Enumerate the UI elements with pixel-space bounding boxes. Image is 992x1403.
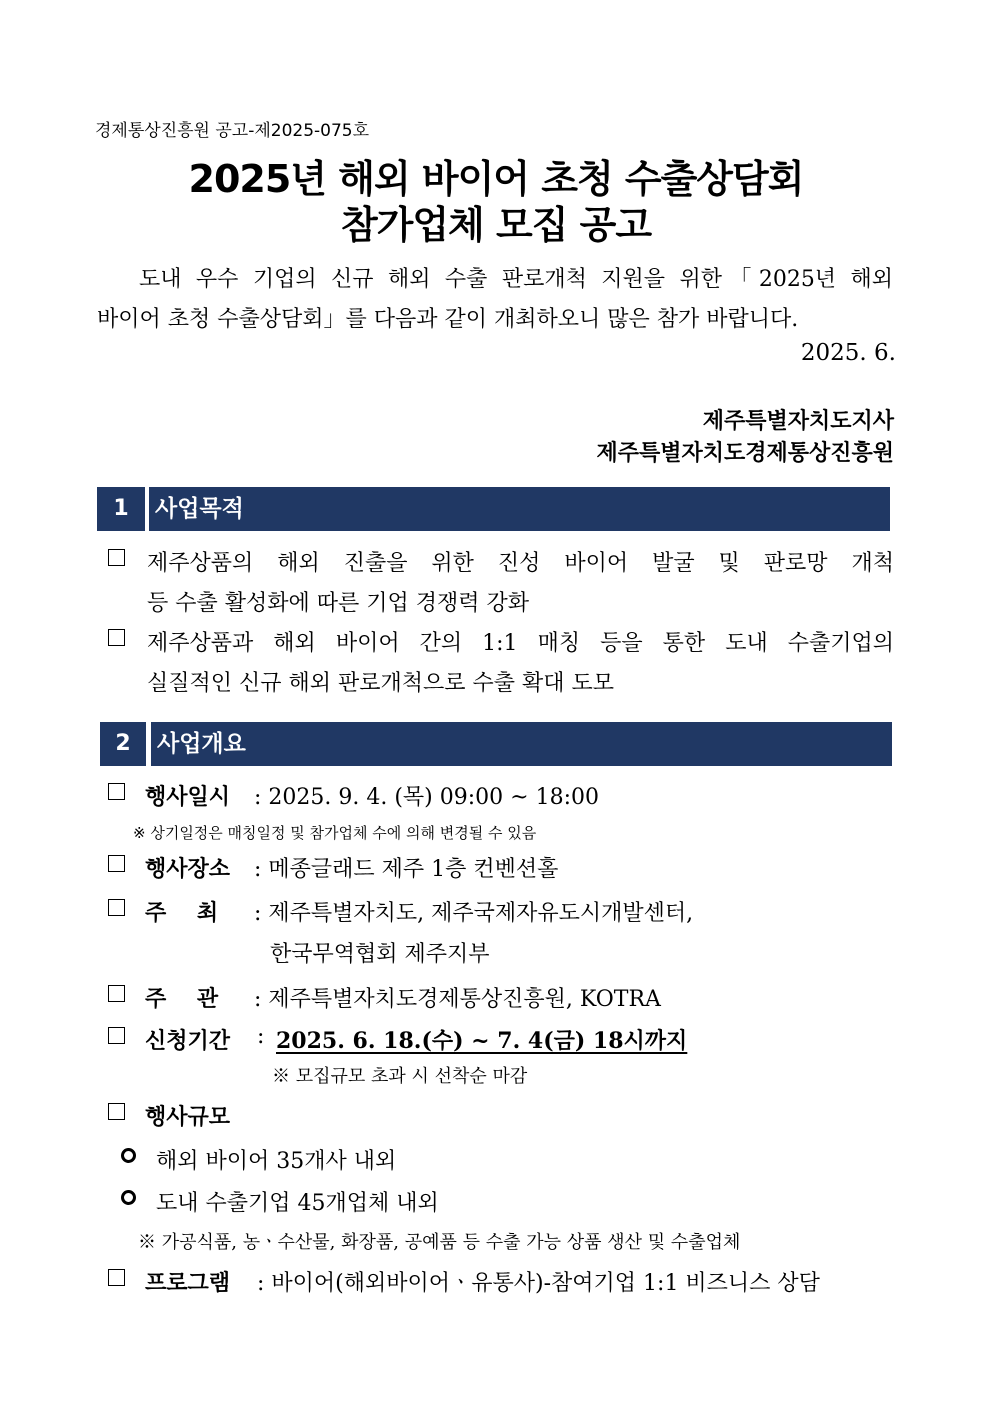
organizer-value: : 제주특별자치도경제통상진흥원, KOTRA <box>254 987 661 1012</box>
checkbox-icon <box>108 852 125 877</box>
purpose-item1-line1: 제주상품의 해외 진출을 위한 진성 바이어 발굴 및 판로망 개척 <box>147 551 894 576</box>
organizer-governor: 제주특별자치도지사 <box>702 408 894 434</box>
host-value: : 제주특별자치도, 제주국제자유도시개발센터, <box>254 901 694 926</box>
event-date-value: : 2025. 9. 4. (목) 09:00 ~ 18:00 <box>254 785 599 810</box>
event-date-label: 행사일시 <box>145 784 231 810</box>
checkbox-icon <box>108 780 125 805</box>
section2-number: 2 <box>100 722 146 766</box>
section2-title: 사업개요 <box>151 722 892 766</box>
intro-line1: 도내 우수 기업의 신규 해외 수출 판로개척 지원을 위한「2025년 해외 <box>139 267 893 292</box>
event-date-note: ※ 상기일정은 매칭일정 및 참가업체 수에 의해 변경될 수 있음 <box>133 824 537 842</box>
organizer-agency: 제주특별자치도경제통상진흥원 <box>596 440 894 466</box>
page-title: 2025년 해외 바이어 초청 수출상담회 <box>188 157 804 201</box>
purpose-item2-line1: 제주상품과 해외 바이어 간의 1:1 매칭 등을 통한 도내 수출기업의 <box>147 631 894 656</box>
apply-note: ※ 모집규모 초과 시 선착순 마감 <box>272 1066 528 1087</box>
scale-label: 행사규모 <box>145 1104 231 1130</box>
organizer-label: 주 관 <box>145 986 219 1012</box>
checkbox-icon <box>108 546 125 571</box>
host-value2: 한국무역협회 제주지부 <box>270 942 490 967</box>
circle-bullet-icon <box>121 1144 136 1169</box>
checkbox-icon <box>108 982 125 1007</box>
checkbox-icon <box>108 896 125 921</box>
notice-date: 2025. 6. <box>800 340 896 366</box>
notice-number: 경제통상진흥원 공고-제2025-075호 <box>95 121 370 141</box>
checkbox-icon <box>108 1100 125 1125</box>
apply-label: 신청기간 <box>145 1028 231 1054</box>
venue-label: 행사장소 <box>145 856 231 882</box>
section1-title: 사업목적 <box>149 487 890 531</box>
scale-item-companies: 도내 수출기업 45개업체 내외 <box>156 1191 439 1216</box>
checkbox-icon <box>108 626 125 651</box>
apply-period-value: 2025. 6. 18.(수) ~ 7. 4(금) 18시까지 <box>276 1028 688 1054</box>
circle-bullet-icon <box>121 1186 136 1211</box>
purpose-item1-line2: 등 수출 활성화에 따른 기업 경쟁력 강화 <box>147 591 529 616</box>
scale-note: ※ 가공식품, 농ㆍ수산물, 화장품, 공예품 등 수출 가능 상품 생산 및 수출업체 <box>138 1232 741 1253</box>
host-label: 주 최 <box>145 900 219 926</box>
program-value: : 바이어(해외바이어ㆍ유통사)-참여기업 1:1 비즈니스 상담 <box>257 1271 820 1296</box>
checkbox-icon <box>108 1024 125 1049</box>
page-subtitle: 참가업체 모집 공고 <box>340 203 652 247</box>
purpose-item2-line2: 실질적인 신규 해외 판로개척으로 수출 확대 도모 <box>147 671 615 696</box>
venue-value: : 메종글래드 제주 1층 컨벤션홀 <box>254 857 559 882</box>
apply-colon: : <box>257 1024 265 1049</box>
checkbox-icon <box>108 1266 125 1291</box>
scale-item-buyers: 해외 바이어 35개사 내외 <box>156 1149 397 1174</box>
section1-number: 1 <box>97 487 145 531</box>
intro-line2: 바이어 초청 수출상담회」를 다음과 같이 개최하오니 많은 참가 바랍니다. <box>97 307 799 332</box>
program-label: 프로그램 <box>145 1270 231 1296</box>
